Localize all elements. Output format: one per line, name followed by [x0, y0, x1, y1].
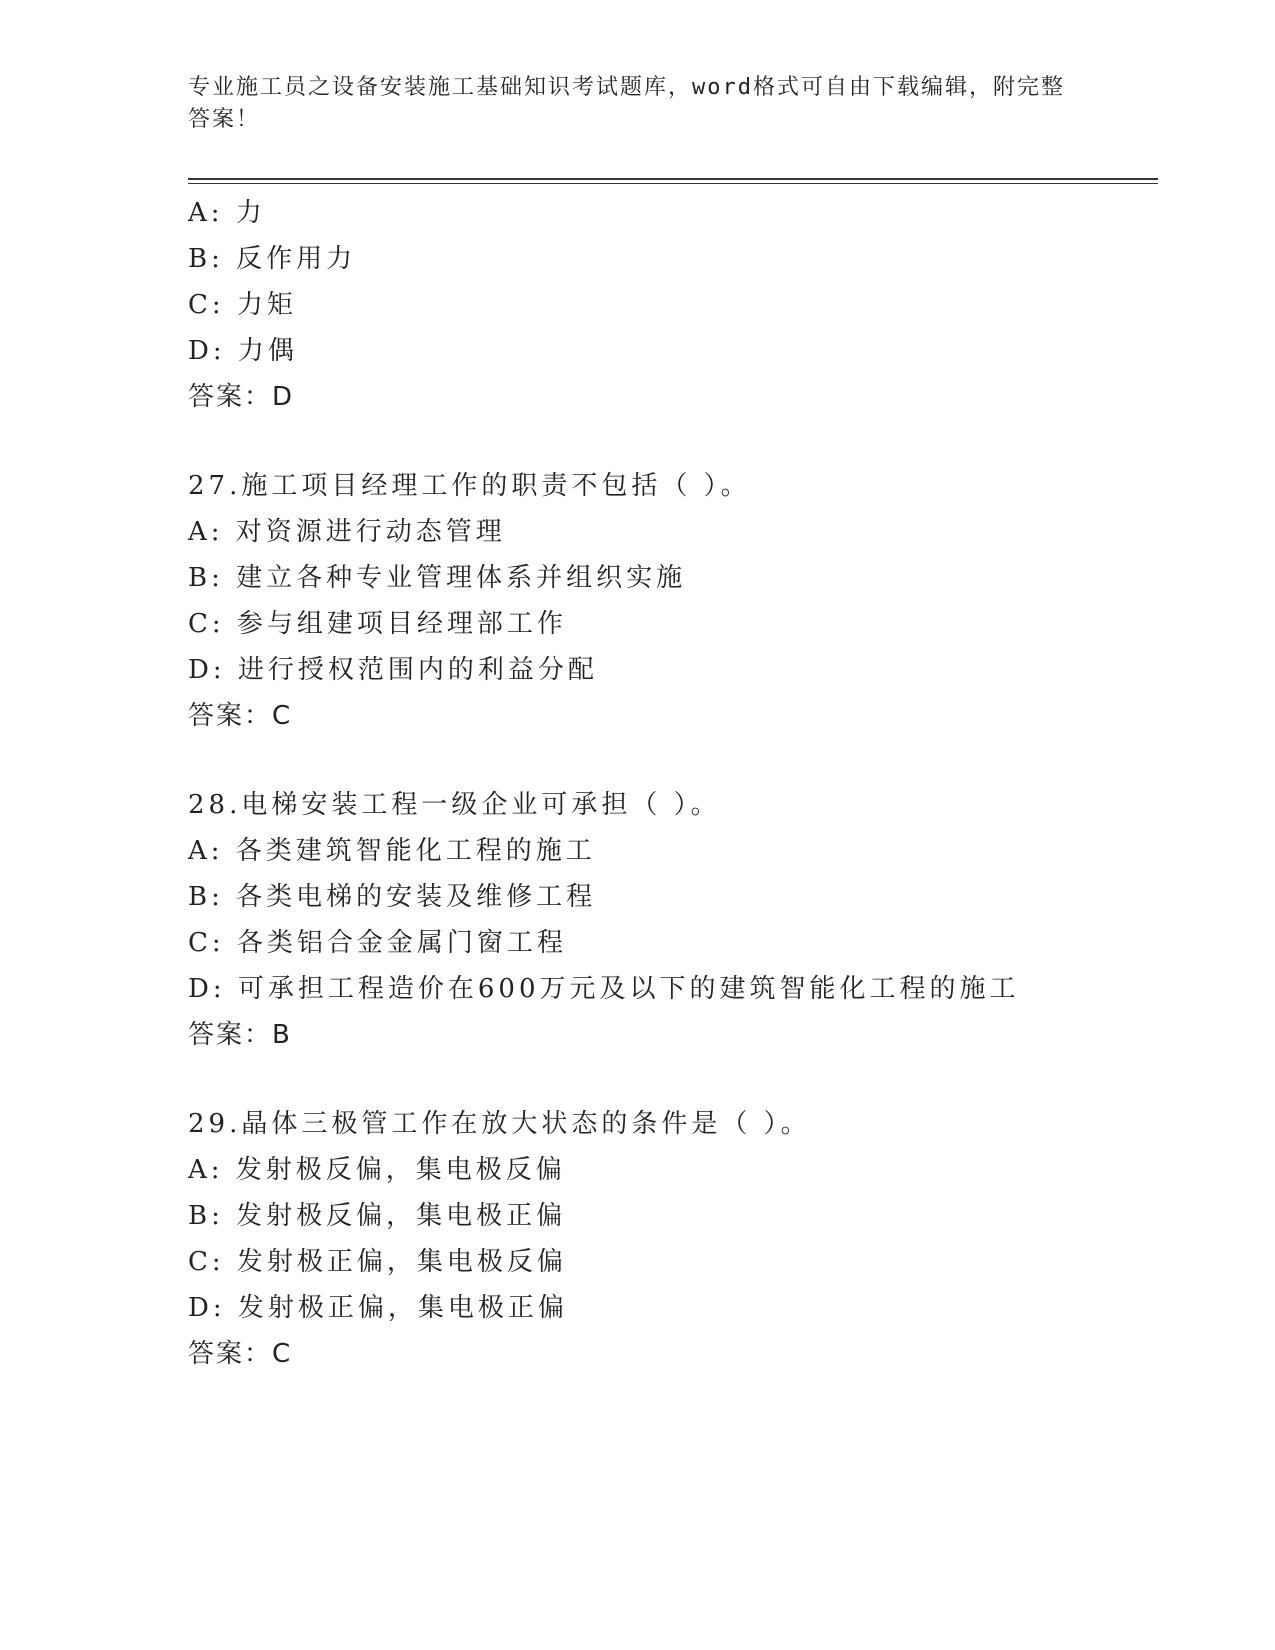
spacer [188, 739, 1188, 782]
option-b: B: 反作用力 [188, 244, 357, 274]
question-text: 27.施工项目经理工作的职责不包括（ ）。 [188, 471, 751, 501]
option-a: A: 各类建筑智能化工程的施工 [188, 836, 596, 866]
question-text: 29.晶体三极管工作在放大状态的条件是（ ）。 [188, 1109, 811, 1139]
answer-line: 答案：C [188, 701, 293, 731]
question-block-27 [188, 463, 1188, 739]
document-header: 专业施工员之设备安装施工基础知识考试题库，word格式可自由下载编辑，附完整答案！ [188, 75, 1065, 132]
answer-line: 答案：D [188, 382, 295, 412]
option-a: A: 对资源进行动态管理 [188, 517, 506, 547]
question-text: 28.电梯安装工程一级企业可承担（ ）。 [188, 790, 721, 820]
option-d: D: 发射极正偏，集电极正偏 [188, 1293, 568, 1323]
option-b: B: 各类电梯的安装及维修工程 [188, 882, 597, 912]
header-divider-top [188, 178, 1158, 180]
option-c: C: 发射极正偏，集电极反偏 [188, 1247, 567, 1277]
question-block-29 [188, 1101, 1188, 1377]
option-b: B: 建立各种专业管理体系并组织实施 [188, 563, 687, 593]
option-c: C: 各类铝合金金属门窗工程 [188, 928, 567, 958]
spacer [188, 420, 1188, 463]
spacer [188, 1058, 1188, 1101]
option-d: D: 可承担工程造价在600万元及以下的建筑智能化工程的施工 [188, 974, 1020, 1004]
question-block-28 [188, 782, 1188, 1058]
header-divider-bottom [188, 183, 1158, 184]
option-a: A: 发射极反偏，集电极反偏 [188, 1155, 566, 1185]
question-list [188, 190, 1188, 1377]
question-block-continued [188, 190, 1188, 420]
option-c: C: 力矩 [188, 290, 297, 320]
option-c: C: 参与组建项目经理部工作 [188, 609, 567, 639]
option-d: D: 进行授权范围内的利益分配 [188, 655, 598, 685]
option-b: B: 发射极反偏，集电极正偏 [188, 1201, 567, 1231]
answer-line: 答案：C [188, 1339, 293, 1369]
option-d: D: 力偶 [188, 336, 298, 366]
answer-line: 答案：B [188, 1020, 292, 1050]
option-a: A: 力 [188, 198, 266, 228]
